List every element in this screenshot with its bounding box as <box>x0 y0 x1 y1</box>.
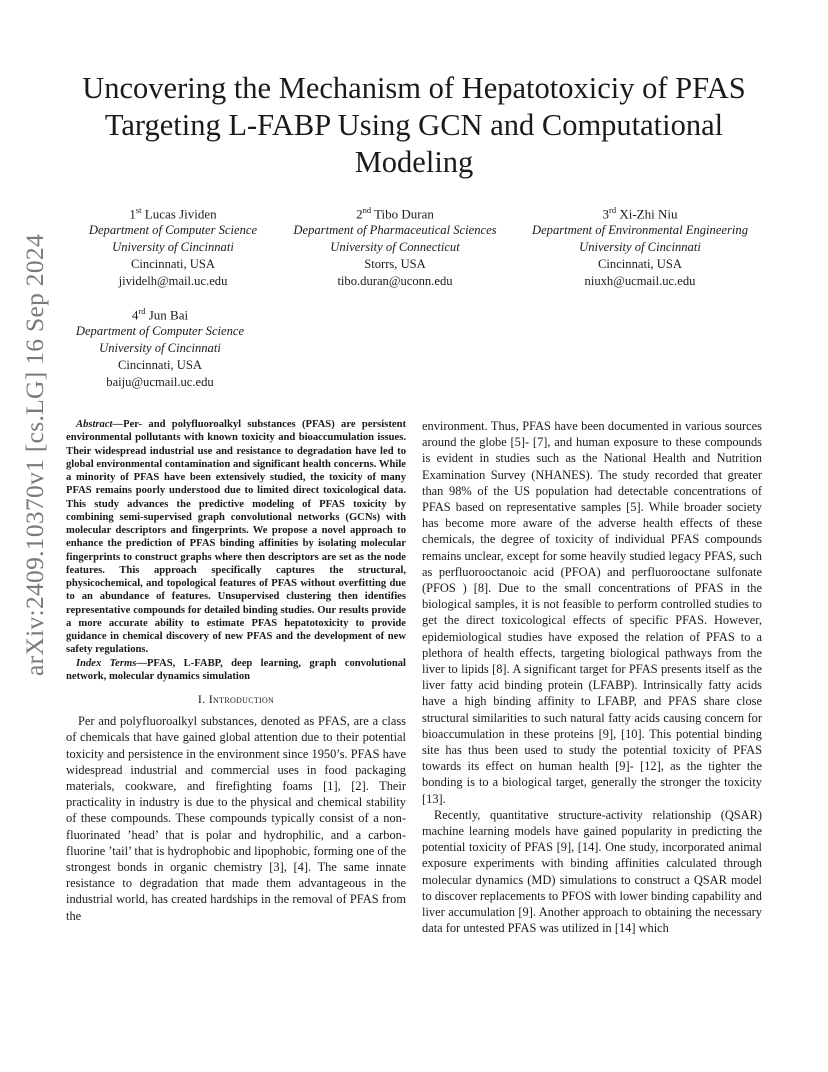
author-location: Cincinnati, USA <box>598 257 682 272</box>
author-email: tibo.duran@uconn.edu <box>337 274 453 289</box>
author-department: Department of Computer Science <box>75 324 245 339</box>
author-block-2 <box>275 202 515 290</box>
abstract-text: —Per- and polyfluoroalkyl substances (PFAS) are persistent environmental pollutants with known toxicity and bioaccumulation issues. Their widespread industrial use and resistance to degradation have led to global environmental contamination and significant health concerns. While a minority of PFAS have been extensively studied, the toxicity of many PFAS remains poorly understood due to limited direct toxicological data. This study advances the predictive modeling of PFAS toxicity by combining semi-supervised graph convolutional networks (GCNs) with molecular descriptors and fingerprints. We propose a novel approach to enhance the prediction of PFAS binding affinities by isolating molecular fingerprints to construct graphs where then descriptors are set as the node features. This approach specifically captures the structural, physicochemical, and topological features of PFAS without overfitting due to an abundance of features. Unsupervised clustering then identifies representative compounds for detailed binding studies. Our results provide a more accurate ability to estimate PFAS hepatotoxicity to provide guidance in chemical discovery of new PFAS and the development of new safety regulations. <box>66 419 406 656</box>
right-column <box>422 418 762 937</box>
author-location: Cincinnati, USA <box>131 257 215 272</box>
author-university: University of Cincinnati <box>579 240 701 255</box>
paper-title: Uncovering the Mechanism of Hepatotoxiciy of PFAS Targeting L-FABP Using GCN and Computational Modeling <box>82 71 746 179</box>
left-column <box>66 418 406 924</box>
body-paragraph: environment. Thus, PFAS have been documented in various sources around the globe [5]- [7], and human exposure to these compounds is evident in studies such as the National Health and Nutrition Examination Survey (NHANES). The study recorded that greater than 98% of the US population had detectable concentrations of PFAS based on representative samples [5]. While broader society has become more aware of the adverse health effects of these chemicals, the degree of toxicity of individual PFAS compounds remains unclear, except for some heavily studied legacy PFAS, such as perfluorooctanoic acid (PFOA) and perfluorooctane sulfonate (PFOS ) [8]. Due to the small concentrations of PFAS in the biological samples, it is not feasible to perform controlled studies to get the direct toxicological effects of specific PFAS. However, epidemiological studies have exposed the relation of PFAS to a plethora of health effects, targeting biological pathways from the liver to lipids [8]. A significant target for PFAS presents itself as the liver fatty acid binding protein (LFABP). Intrinsically fatty acids have a high binding affinity to LFABP, and PFAS share close structural similarities to such natural fatty acids causing concern for bioaccumulation in these proteins [9], [10]. This potential binding site has thus been used to study the potential toxicity of PFAS towards its effect on human health [9]- [12], as the tighter the bonding is to a biological target, generally the stronger the toxicity [13]. <box>422 419 762 806</box>
author-location: Cincinnati, USA <box>118 358 202 373</box>
abstract <box>66 418 406 683</box>
author-email: baiju@ucmail.uc.edu <box>106 375 214 390</box>
index-terms-text: —PFAS, L-FABP, deep learning, graph convolutional network, molecular dynamics simulation <box>66 657 406 682</box>
author-block-4 <box>55 303 265 391</box>
author-name: 1st Lucas Jividen <box>129 205 217 222</box>
body-paragraph: Per and polyfluoroalkyl substances, denoted as PFAS, are a class of chemicals that have gained global attention due to their potential toxicity and persistence in the environment since 1950’s. PFAS have widespread industrial and commercial uses in food packaging materials, cookware, and firefighting foams [1], [2]. Their practicality in industry is due to the physical and chemical stability of these compounds. These compounds typically consist of a non-fluorinated ’head’ that is polar and hydrophilic, and a carbon-fluorine ’tail’ that is hydrophobic and lipophobic, forming one of the strongest bonds in organic chemistry [3], [4]. The same innate resistance to degradation that made them advantageous in the industrial world, has created hardships in the removal of PFAS from the <box>66 714 406 923</box>
author-block-1 <box>68 202 278 290</box>
author-location: Storrs, USA <box>364 257 426 272</box>
author-name: 3rd Xi-Zhi Niu <box>602 205 678 222</box>
author-block-3 <box>515 202 765 290</box>
arxiv-stamp: arXiv:2409.10370v1 [cs.LG] 16 Sep 2024 <box>20 233 49 676</box>
author-department: Department of Pharmaceutical Sciences <box>293 223 497 238</box>
author-email: niuxh@ucmail.uc.edu <box>584 274 696 289</box>
author-university: University of Cincinnati <box>99 341 221 356</box>
author-university: University of Connecticut <box>330 240 460 255</box>
abstract-label: Abstract <box>76 419 113 430</box>
author-department: Department of Environmental Engineering <box>531 223 749 238</box>
author-department: Department of Computer Science <box>88 223 258 238</box>
author-university: University of Cincinnati <box>112 240 234 255</box>
author-email: jividelh@mail.uc.edu <box>118 274 228 289</box>
index-terms-label: Index Terms <box>76 657 137 669</box>
author-name: 2nd Tibo Duran <box>356 205 434 222</box>
section-heading-introduction: I. Introduction <box>197 692 275 706</box>
author-name: 4rd Jun Bai <box>131 306 189 323</box>
body-paragraph: Recently, quantitative structure-activity relationship (QSAR) machine learning models have gained popularity in predicting the potential toxicity of PFAS [9], [14]. One study, incorporated animal exposure experiments with binding affinities calculated through molecular dynamics (MD) simulations to construct a QSAR model to discover replacements to PFOS with lower binding capability and liver accumulation [9]. Another approach to obtaining the necessary data for untested PFAS was utilized in [14] which <box>422 807 762 936</box>
